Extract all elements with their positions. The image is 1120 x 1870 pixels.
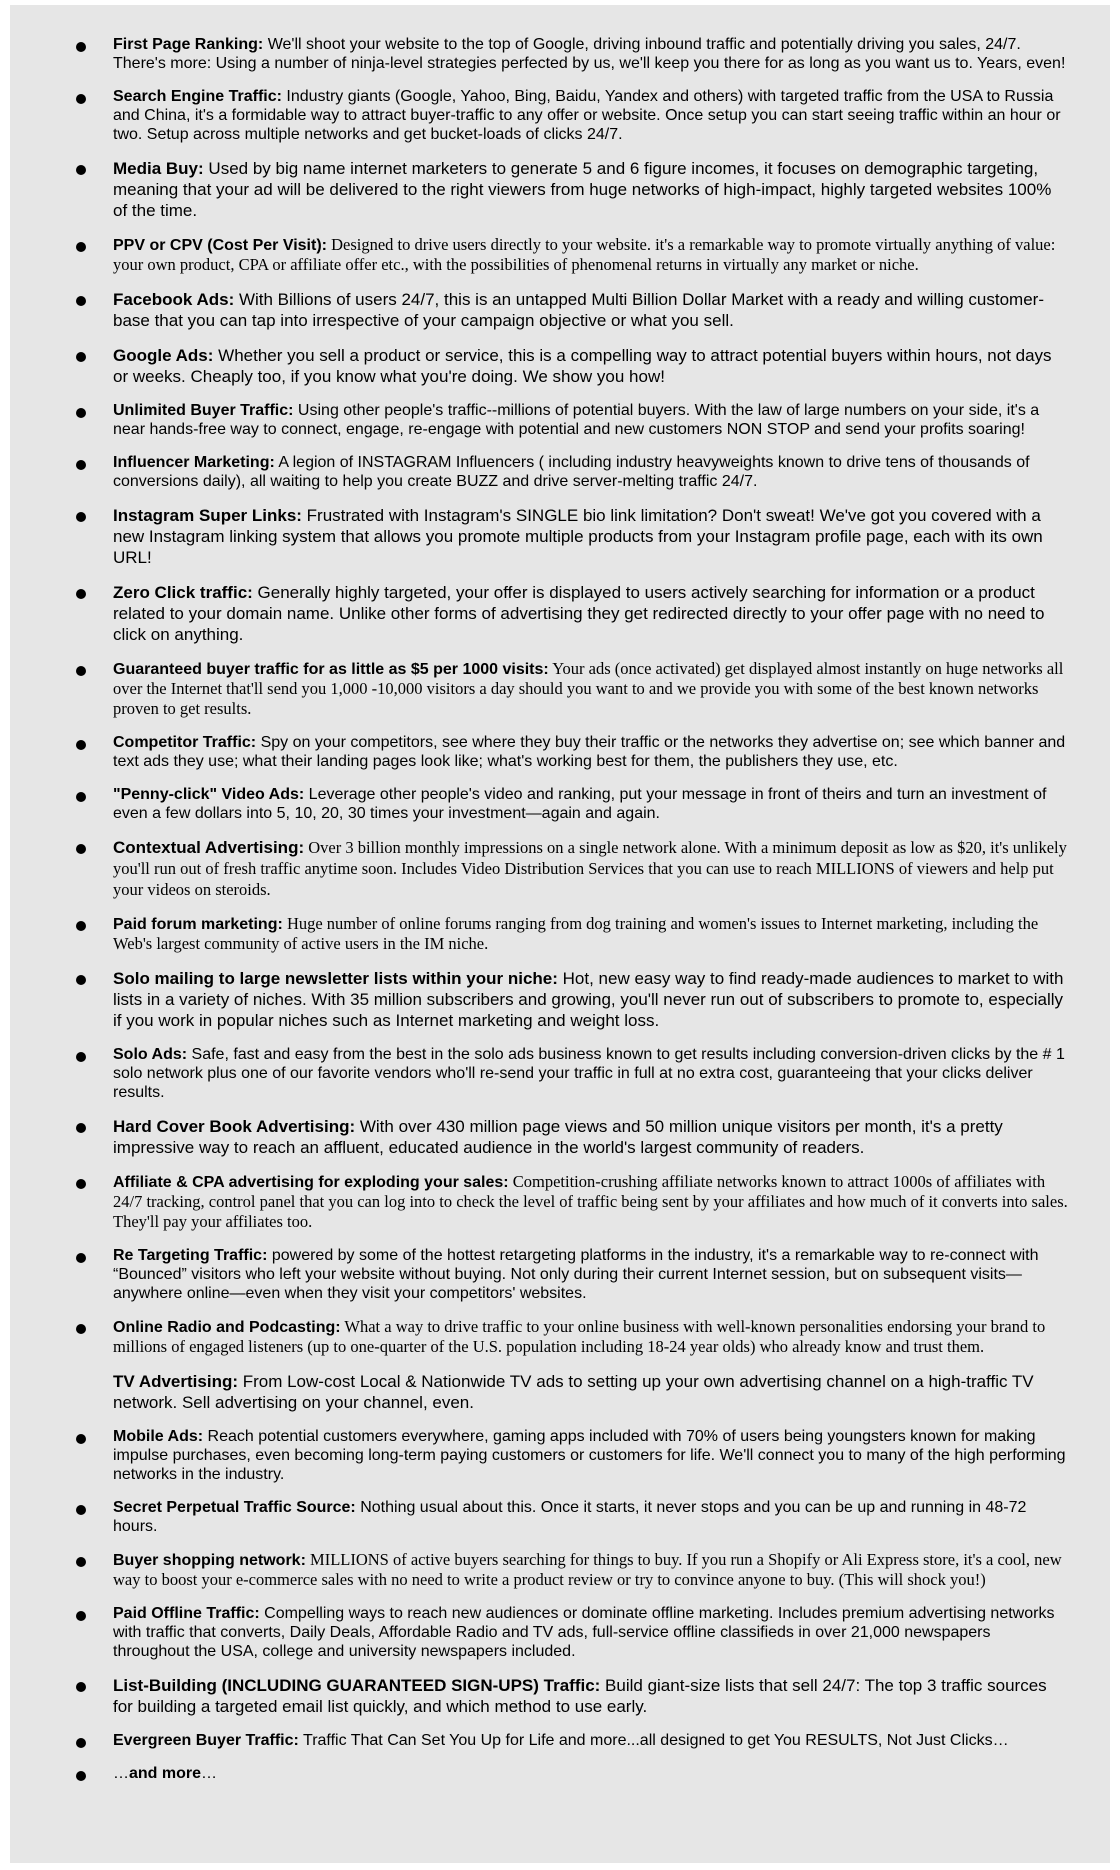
list-item	[10, 289, 1110, 331]
item-text: Huge number of online forums ranging from dog training and women's issues to Internet marketing, including the Web's largest community of active users in the IM niche.	[113, 914, 1039, 953]
item-text: What a way to drive traffic to your online business with well-known personalities endorsing your brand to millions of engaged listeners (up to one-quarter of the U.S. population including 18-24 year olds) who already know and trust them.	[113, 1317, 1046, 1356]
bullet-icon	[76, 242, 86, 252]
item-text: From Low-cost Local & Nationwide TV ads to setting up your own advertising channel on a high-traffic TV network. Sell advertising on your channel, even.	[113, 1372, 1034, 1412]
bullet-icon	[76, 1557, 86, 1567]
bullet-icon	[76, 921, 86, 931]
list-item	[10, 659, 1110, 719]
list-item	[10, 1246, 1110, 1303]
list-item	[10, 1764, 1110, 1783]
list-item	[10, 1427, 1110, 1484]
item-title: Hard Cover Book Advertising:	[113, 1117, 356, 1136]
list-item	[10, 733, 1110, 771]
item-title: Evergreen Buyer Traffic:	[113, 1732, 299, 1749]
item-title: Secret Perpetual Traffic Source:	[113, 1499, 356, 1516]
bullet-icon	[76, 844, 86, 854]
item-text: Over 3 billion monthly impressions on a single network alone. With a minimum deposit as low as $20, it's unlikely you'll run out of fresh traffic anytime soon. Includes Video Distribution Services that you can use to reach MILLIONS of viewers and help put your videos on steroids.	[113, 838, 1067, 899]
item-text: Using other people's traffic--millions of potential buyers. With the law of large numbers on your side, it's a near hands-free way to connect, engage, re-engage with potential and new customers NON STOP and send your profits soaring!	[113, 402, 1040, 438]
list-item	[10, 158, 1110, 221]
item-title: List-Building (INCLUDING GUARANTEED SIGN-UPS) Traffic:	[113, 1676, 601, 1695]
item-prefix: …	[113, 1765, 129, 1782]
list-item	[10, 1371, 1110, 1413]
item-text: …	[201, 1765, 218, 1782]
item-text: Frustrated with Instagram's SINGLE bio link limitation? Don't sweat! We've got you covered with a new Instagram linking system that allows you promote multiple products from your Instagram profile page, each with its own URL!	[113, 506, 1043, 567]
list-item	[10, 35, 1110, 73]
item-text: Traffic That Can Set You Up for Life and more...all designed to get You RESULTS, Not Just Clicks…	[298, 1732, 1009, 1749]
bullet-icon	[76, 512, 86, 522]
item-text: Safe, fast and easy from the best in the solo ads business known to get results including conversion-driven clicks by the # 1 solo network plus one of our favorite vendors who'll re-send your traffic in full at no extra cost, guaranteeing that your clicks deliver results.	[113, 1046, 1065, 1101]
list-item	[10, 837, 1110, 900]
bullet-icon	[76, 1738, 86, 1748]
bullet-icon	[76, 94, 86, 104]
item-text: Hot, new easy way to find ready-made audiences to market to with lists in a variety of niches. With 35 million subscribers and growing, you'll never run out of subscribers to promote to, especially if you work in popular niches such as Internet marketing and weight loss.	[113, 969, 1064, 1030]
item-text: Your ads (once activated) get displayed almost instantly on huge networks all over the Internet that'll send you 1,000 -10,000 visitors a day should you want to and we provide you with some of the best known networks proven to get results.	[113, 659, 1064, 718]
item-title: Google Ads:	[113, 346, 214, 365]
list-item	[10, 1731, 1110, 1750]
bullet-icon	[76, 1434, 86, 1444]
item-title: First Page Ranking:	[113, 36, 264, 53]
list-item	[10, 1317, 1110, 1357]
item-text: Build giant-size lists that sell 24/7: The top 3 traffic sources for building a targeted email list quickly, and which method to use early.	[113, 1676, 1047, 1716]
item-title: Guaranteed buyer traffic for as little as $5 per 1000 visits:	[113, 661, 549, 678]
item-text: Designed to drive users directly to your website. it's a remarkable way to promote virtually anything of value: your own product, CPA or affiliate offer etc., with the possibilities of phenomenal returns in virtually any market or niche.	[113, 235, 1056, 274]
traffic-sources-list	[10, 35, 1110, 1797]
bullet-icon	[76, 975, 86, 985]
bullet-icon	[76, 1611, 86, 1621]
item-title: Online Radio and Podcasting:	[113, 1319, 341, 1336]
item-title: Re Targeting Traffic:	[113, 1247, 268, 1264]
item-title: PPV or CPV (Cost Per Visit):	[113, 237, 327, 254]
item-text: Competition-crushing affiliate networks known to attract 1000s of affiliates with 24/7 tracking, control panel that you can log into to check the level of traffic being sent by your affiliates and how much of it converts into sales. They'll pay your affiliates too.	[113, 1172, 1068, 1231]
bullet-icon	[76, 1505, 86, 1515]
item-text: We'll shoot your website to the top of Google, driving inbound traffic and potentially driving you sales, 24/7. There's more: Using a number of ninja-level strategies perfected by us, we'll keep you there for as long as you want us to. Years, even!	[113, 36, 1066, 72]
bullet-icon	[76, 1052, 86, 1062]
item-title: Zero Click traffic:	[113, 583, 253, 602]
list-item	[10, 1172, 1110, 1232]
item-title: Search Engine Traffic:	[113, 88, 282, 105]
bullet-icon	[76, 1324, 86, 1334]
item-title: Competitor Traffic:	[113, 734, 257, 751]
item-title: Contextual Advertising:	[113, 838, 305, 857]
item-title: Paid Offline Traffic:	[113, 1605, 260, 1622]
item-title: Mobile Ads:	[113, 1428, 204, 1445]
list-item	[10, 505, 1110, 568]
bullet-icon	[76, 1253, 86, 1263]
bullet-icon	[76, 352, 86, 362]
list-item	[10, 1550, 1110, 1590]
list-item	[10, 785, 1110, 823]
item-text: Leverage other people's video and ranking, put your message in front of theirs and turn an investment of even a few dollars into 5, 10, 20, 30 times your investment—again and again.	[113, 786, 1047, 822]
list-item	[10, 235, 1110, 275]
bullet-icon	[76, 740, 86, 750]
list-item	[10, 87, 1110, 144]
item-title: Instagram Super Links:	[113, 506, 302, 525]
bullet-icon	[76, 589, 86, 599]
item-text: Compelling ways to reach new audiences or dominate offline marketing. Includes premium advertising networks with traffic that converts, Daily Deals, Affordable Radio and TV ads, full-service offline classifieds in over 21,000 newspapers throughout the USA, college and university newspapers included.	[113, 1605, 1055, 1660]
list-item	[10, 1045, 1110, 1102]
item-text: Generally highly targeted, your offer is displayed to users actively searching for information or a product related to your domain name. Unlike other forms of advertising they get redirected directly to your offer page with no need to click on anything.	[113, 583, 1045, 644]
bullet-icon	[76, 1771, 86, 1781]
bullet-icon	[76, 1179, 86, 1189]
item-text: Reach potential customers everywhere, gaming apps included with 70% of users being youngsters known for making impulse purchases, even becoming long-term paying customers or customers for life. We'll connect you to many of the high performing networks in the industry.	[113, 1428, 1066, 1483]
item-text: MILLIONS of active buyers searching for things to buy. If you run a Shopify or Ali Express store, it's a cool, new way to boost your e-commerce sales with no need to write a product review or try to convince anyone to buy. (This will shock you!)	[113, 1550, 1062, 1589]
item-text: Nothing usual about this. Once it starts, it never stops and you can be up and running in 48-72 hours.	[113, 1499, 1027, 1535]
item-title: Paid forum marketing:	[113, 916, 283, 933]
list-item	[10, 1498, 1110, 1536]
bullet-icon	[76, 792, 86, 802]
bullet-icon	[76, 42, 86, 52]
bullet-icon	[76, 1123, 86, 1133]
bullet-icon	[76, 296, 86, 306]
item-title: "Penny-click" Video Ads:	[113, 786, 305, 803]
item-title: and more	[129, 1765, 202, 1782]
list-item	[10, 1675, 1110, 1717]
list-item	[10, 1604, 1110, 1661]
item-text: With over 430 million page views and 50 million unique visitors per month, it's a pretty impressive way to reach an affluent, educated audience in the world's largest community of readers.	[113, 1117, 1003, 1157]
item-title: Buyer shopping network:	[113, 1552, 306, 1569]
bullet-icon	[76, 1682, 86, 1692]
item-text: Used by big name internet marketers to generate 5 and 6 figure incomes, it focuses on demographic targeting, meaning that your ad will be delivered to the right viewers from huge networks of high-impact, highly targeted websites 100% of the time.	[113, 159, 1052, 220]
item-title: Media Buy:	[113, 159, 204, 178]
bullet-icon	[76, 666, 86, 676]
list-item	[10, 582, 1110, 645]
item-text: A legion of INSTAGRAM Influencers ( including industry heavyweights known to drive tens of thousands of conversions daily), all waiting to help you create BUZZ and drive server-melting traffic 24/7.	[113, 454, 1030, 490]
item-text: With Billions of users 24/7, this is an untapped Multi Billion Dollar Market with a ready and willing customer-base that you can tap into irrespective of your campaign objective or what you sell.	[113, 290, 1044, 330]
item-text: powered by some of the hottest retargeting platforms in the industry, it's a remarkable way to re-connect with “Bounced” visitors who left your website without buying. Not only during their current Internet session, but on subsequent visits—anywhere online—even when they visit your competitors' websites.	[113, 1247, 1039, 1302]
item-title: Solo mailing to large newsletter lists within your niche:	[113, 969, 558, 988]
item-title: Influencer Marketing:	[113, 454, 275, 471]
list-item	[10, 914, 1110, 954]
item-title: Facebook Ads:	[113, 290, 235, 309]
item-title: TV Advertising:	[113, 1372, 238, 1391]
item-text: Whether you sell a product or service, this is a compelling way to attract potential buyers within hours, not days or weeks. Cheaply too, if you know what you're doing. We show you how!	[113, 346, 1052, 386]
bullet-icon	[76, 460, 86, 470]
item-title: Solo Ads:	[113, 1046, 188, 1063]
list-item	[10, 1116, 1110, 1158]
content-panel	[10, 5, 1110, 1863]
list-item	[10, 401, 1110, 439]
item-title: Unlimited Buyer Traffic:	[113, 402, 294, 419]
item-text: Industry giants (Google, Yahoo, Bing, Baidu, Yandex and others) with targeted traffic from the USA to Russia and China, it's a formidable way to attract buyer-traffic to any offer or website. Once setup you can start seeing traffic within an hour or two. Setup across multiple networks and get bucket-loads of clicks 24/7.	[113, 88, 1061, 143]
bullet-icon	[76, 165, 86, 175]
list-item	[10, 453, 1110, 491]
item-title: Affiliate & CPA advertising for exploding your sales:	[113, 1174, 509, 1191]
bullet-icon	[76, 408, 86, 418]
item-text: Spy on your competitors, see where they buy their traffic or the networks they advertise on; see which banner and text ads they use; what their landing pages look like; what's working best for them, the publishers they use, etc.	[113, 734, 1066, 770]
list-item	[10, 345, 1110, 387]
list-item	[10, 968, 1110, 1031]
